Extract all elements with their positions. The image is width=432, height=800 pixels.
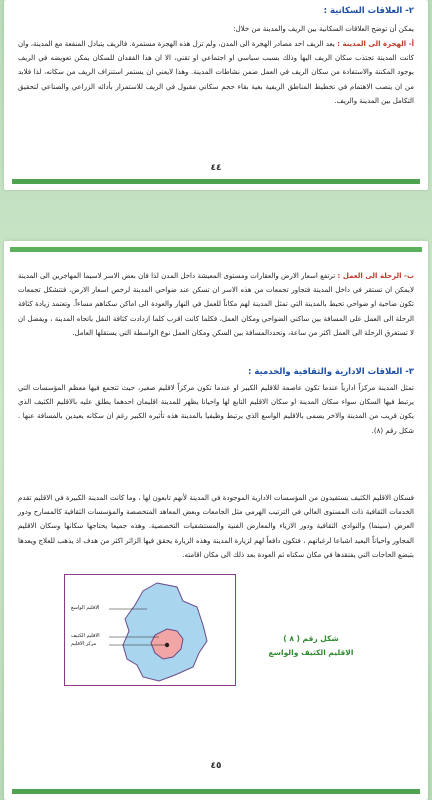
figure-caption-title: الاقليم الكثيف والواسع xyxy=(268,648,354,657)
figure-map xyxy=(64,574,236,686)
commute-body: ترتفع اسعار الارض والعقارات ومستوى المعيشة داخل المدن لذا فان بعض الاسر لاسيما المهاجرين الى المدينة لايمكن ان تستقر في داخل المدينة فتجاور تجمعات من هذه الاسر ان تسكن عند ضواحي المدينة لرخص اسعار الارض، فتتشكل تجمعات تكون ضاحية او ضواحي تحيط بالمدينة التي تمثل المدينة لهم مكاناً للعمل في النهار والعودة الى اماكن سكناهم مساءاً. وتعتمد زيادة كثافة الرحلة الى العمل على المسافة بين ساكني الضواحي ومكان العمل، فكلما كانت اقرب كلما ازدادت كثافة النقل باتجاه المدينة ، ويفضل ان لا تستغرق الرحلة الى العمل اكثر من ساعة، وتحددالمسافة بين السكن ومكان العمل نوع الواسطة التي يستقلها العامل. xyxy=(18,272,414,337)
migration-paragraph xyxy=(18,37,414,108)
page-bottom-stripe xyxy=(12,789,420,794)
commute-paragraph xyxy=(18,269,414,340)
admin-paragraph-1: تمثل المدينة مركزاً ادارياً عندما تكون عاصمة للاقليم الكبير او عندما تكون مركزاً لاقليم صغير، حيث تتجمع فيها معظم المؤسسات التي يرتبط فيها السكان سواء سكان المدينة او سكان الاقليم التابع لها واحيانا يظهر للمدينة اقليمان احدهما يطلق عليه بالاقليم الكثيف الذي يكون قريب من المدينة والاخر يسمى بالاقليم الواسع الذي يرتبط وظيفيا بالمدينة هذه تأثيره الكبير رغم ان سكانه يعيدين بالمسافة عنها . شكل رقم (٨). xyxy=(18,384,414,435)
commute-subtitle: ب- الرحلة الى العمل : xyxy=(337,272,414,280)
map-label-dense: الاقليم الكثيف xyxy=(71,633,100,639)
page-44 xyxy=(4,0,428,190)
map-label-wide: الاقليم الواسع xyxy=(71,605,100,611)
page-top-stripe xyxy=(10,247,422,252)
region-center-dot xyxy=(165,643,169,647)
page-bottom-stripe xyxy=(12,179,420,184)
region-map-svg xyxy=(65,575,237,687)
page-45 xyxy=(4,241,428,800)
migration-body: يعد الريف احد مصادر الهجرة الى المدن، ولم تزل هذه الهجرة مستمرة. فالريف يتبادل المنفعة مع المدينة، وان كانت المدينة تجتذب سكان الريف اليها وذلك بسبب سياسي او اجتماعي او تقني، الا ان هذا الفقدان للسكان يمكن تعويضه في الريف بوجود المكننة والاستفادة من سكان الريف في العمل ضمن نشاطات المدينة. وهذا لايعني ان يستمر استنزاف الريف من سكانه، لذا فلابد من ان ينصب الاهتمام في تخطيط المناطق الريفية بغية بقاء حجم سكاني مقبول في الريف للاستمرار بأدائه الزراعي والصناعي لتحقيق التكامل بين المدينة والريف. xyxy=(18,40,414,105)
page-number-44: ٤٤ xyxy=(210,163,222,173)
page-number-45: ٤٥ xyxy=(210,761,222,771)
migration-subtitle: أ- الهجرة الى المدينة : xyxy=(337,40,414,48)
admin-paragraph-2: فسكان الاقليم الكثيف يستفيدون من المؤسسات الادارية الموجودة في المدينة لأنهم تابعون لها ، وما كانت المدينة الكبيرة في الاقليم تقدم الخدمات الثقافية ذات المستوى العالي في الترتيب الهرمي مثل الجامعات وبعض المعاهد المتخصصة والمؤسسات الثقافية كالمسارح ودور العرض (سينما) والنوادي الثقافية ودور الازياء والمعارض الفنية والمستشفيات التخصصية. وهذه جميعا يحتاجها سكانها وسكان الاقليم المجاور واحياناً البعيد اشباعا لرغباتهم ، فتكون دافعاً لهم لزيارة المدينة وهذه الزيارة يحقق فيها الزائر اكثر من هدف اذ يذهب للعلاج ويعدها بتبضع الحاجات التي يفتقدها في مكان سكناه ثم العودة بعد ذلك الى مكان اقامته. xyxy=(18,494,414,559)
intro-text: يمكن أن توضح العلاقات السكانية بين الريف والمدينة من خلال: xyxy=(233,25,414,33)
figure-caption-number: شكل رقم ( ٨ ) xyxy=(283,634,339,643)
map-label-center: مركز الاقليم xyxy=(71,641,97,647)
section-heading-admin: ٣- العلاقات الادارية والثقافية والخدمية : xyxy=(247,367,414,377)
section-heading-population: ٢- العلاقات السكانية : xyxy=(323,6,414,16)
